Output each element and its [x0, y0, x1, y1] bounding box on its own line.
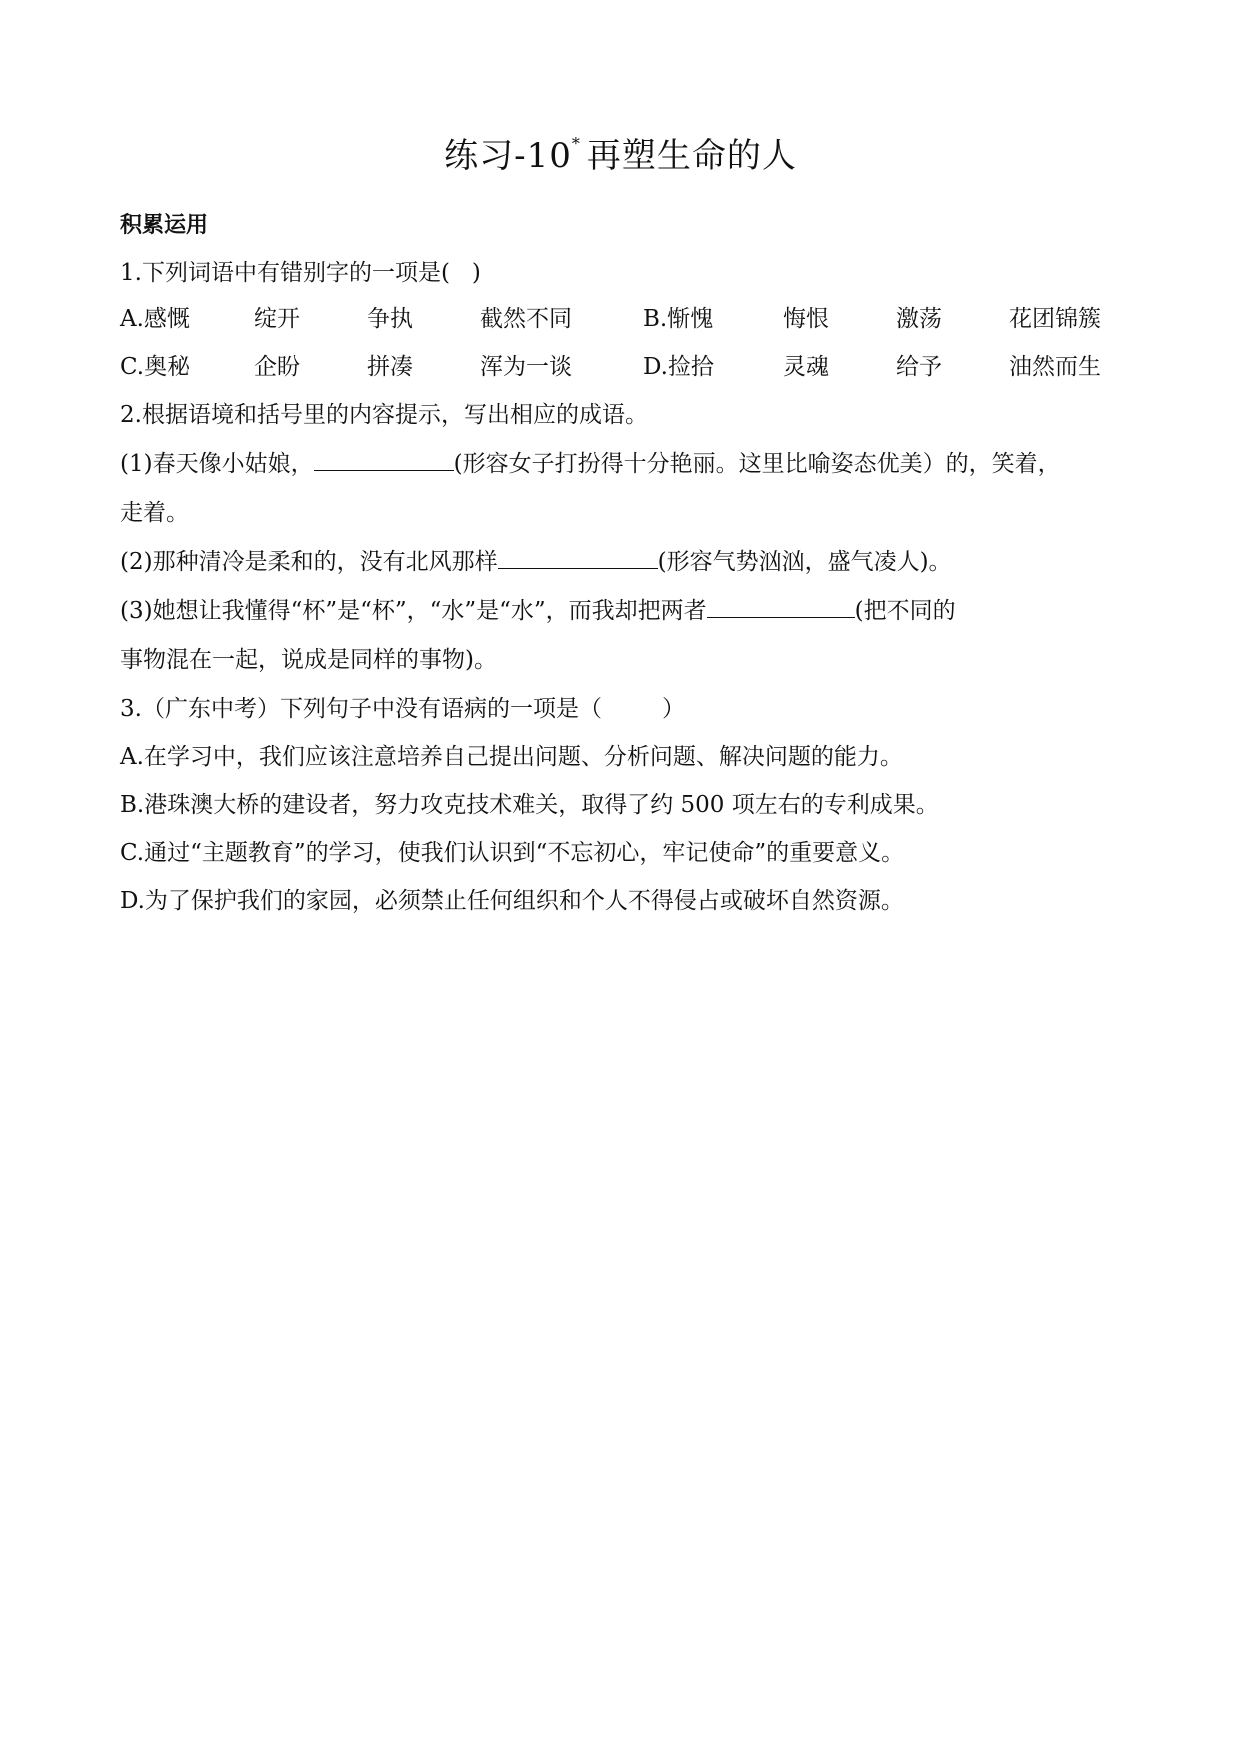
q2-s3-text: (3)她想让我懂得“杯”是“杯”，“水”是“水”，而我却把两者 — [120, 598, 707, 624]
answer-blank[interactable] — [707, 595, 855, 618]
q3-stem — [120, 690, 685, 723]
q1-word: B.惭愧 — [643, 306, 714, 332]
q3-stem-text: 3.（广东中考）下列句子中没有语病的一项是（ — [120, 696, 602, 722]
q1-word: 油然而生 — [1009, 354, 1101, 380]
q3-option-a: A.在学习中，我们应该注意培养自己提出问题、分析问题、解决问题的能力。 — [120, 744, 903, 770]
q2-sentence-1 — [120, 445, 1061, 478]
q2-sentence-3-cont: 事物混在一起，说成是同样的事物)。 — [120, 647, 497, 673]
q2-s1-hint: (形容女子打扮得十分艳丽。这里比喻姿态优美）的，笑着， — [453, 451, 1061, 477]
q2-s1-text: (1)春天像小姑娘， — [120, 451, 314, 477]
q3-stem-close: ） — [661, 696, 685, 722]
q1-stem-close: ) — [471, 260, 481, 286]
q3-option-d: D.为了保护我们的家园，必须禁止任何组织和个人不得侵占或破坏自然资源。 — [120, 888, 904, 914]
q1-word: 激荡 — [896, 306, 942, 332]
section-heading: 积累运用 — [120, 213, 209, 238]
q2-s2-text: (2)那种清冷是柔和的，没有北风那样 — [120, 549, 498, 575]
q1-word: 企盼 — [254, 354, 300, 380]
q1-word: 争执 — [367, 306, 413, 332]
q2-s2-hint: (形容气势汹汹，盛气凌人)。 — [657, 549, 952, 575]
title-main: 练习-10 — [444, 136, 572, 176]
q1-word: 浑为一谈 — [480, 354, 572, 380]
q1-word: A.感慨 — [120, 306, 190, 332]
q1-word: 给予 — [896, 354, 942, 380]
q2-sentence-2 — [120, 543, 952, 576]
q3-option-c: C.通过“主题教育”的学习，使我们认识到“不忘初心，牢记使命”的重要意义。 — [120, 840, 905, 866]
q1-word: 花团锦簇 — [1009, 306, 1101, 332]
q2-sentence-3 — [120, 592, 956, 625]
q1-word: 灵魂 — [783, 354, 829, 380]
q1-word: D.捡拾 — [643, 354, 714, 380]
page-title — [0, 128, 1241, 177]
q1-word: 悔恨 — [783, 306, 829, 332]
title-rest: 再塑生命的人 — [586, 136, 797, 176]
q1-word: 绽开 — [254, 306, 300, 332]
q1-stem — [120, 254, 481, 287]
q1-word: C.奥秘 — [120, 354, 191, 380]
q2-stem: 2.根据语境和括号里的内容提示，写出相应的成语。 — [120, 402, 648, 428]
q2-s3-hint: (把不同的 — [854, 598, 956, 624]
title-asterisk: * — [571, 133, 581, 153]
answer-blank[interactable] — [498, 546, 658, 569]
q1-word: 拼凑 — [367, 354, 413, 380]
q1-word: 截然不同 — [480, 306, 572, 332]
answer-blank[interactable] — [314, 448, 454, 471]
q3-option-b: B.港珠澳大桥的建设者，努力攻克技术难关，取得了约 500 项左右的专利成果。 — [120, 792, 939, 818]
q1-stem-text: 1.下列词语中有错别字的一项是( — [120, 260, 450, 286]
q2-sentence-1-cont: 走着。 — [120, 500, 189, 526]
